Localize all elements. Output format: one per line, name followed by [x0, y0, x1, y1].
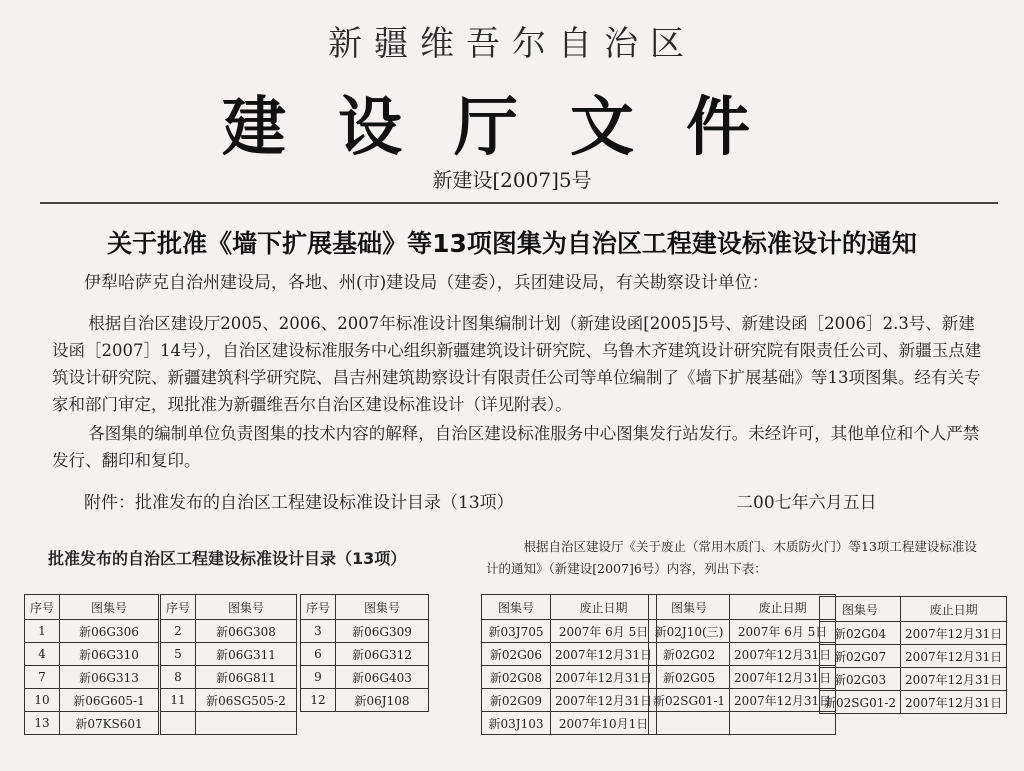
- row-code: 新02G03: [820, 668, 901, 691]
- table-row: [161, 689, 297, 712]
- row-no: 3: [301, 620, 336, 643]
- row-code: 新06G310: [60, 643, 159, 666]
- table-row: [649, 620, 836, 643]
- header-divider: [40, 202, 998, 204]
- row-date: 2007年12月31日: [730, 666, 836, 689]
- notice-attachment: 附件：批准发布的自治区工程建设标准设计目录（13项）: [84, 493, 514, 513]
- table-row: [301, 689, 429, 712]
- row-date: 2007年12月31日: [730, 643, 836, 666]
- row-code: 新02SG01-1: [649, 689, 730, 712]
- table-header-row: [25, 595, 159, 620]
- row-code: 新06G312: [336, 643, 429, 666]
- row-date: 2007年12月31日: [901, 645, 1007, 668]
- row-code: 新03J705: [482, 620, 551, 643]
- row-code: 新02G08: [482, 666, 551, 689]
- row-code: 新02J10(三): [649, 620, 730, 643]
- header-no: 序号: [301, 595, 336, 620]
- document-title: 建设厅文件: [222, 90, 802, 165]
- header-code: 图集号: [649, 595, 730, 620]
- table-header-row: [482, 595, 657, 620]
- table-row: [25, 643, 159, 666]
- row-code: 新06J108: [336, 689, 429, 712]
- header-code: 图集号: [336, 595, 429, 620]
- row-code: 新06SG505-2: [196, 689, 297, 712]
- row-no: 10: [25, 689, 60, 712]
- table-row: [820, 645, 1007, 668]
- row-date: 2007年12月31日: [901, 622, 1007, 645]
- row-code: 新02G06: [482, 643, 551, 666]
- row-date: 2007年 6月 5日: [730, 620, 836, 643]
- issuing-region: 新疆维吾尔自治区: [328, 24, 696, 64]
- table-row: [25, 666, 159, 689]
- header-code: 图集号: [196, 595, 297, 620]
- row-code: 新06G309: [336, 620, 429, 643]
- row-date: 2007年12月31日: [551, 666, 657, 689]
- table-row: [649, 689, 836, 712]
- table-row: [161, 620, 297, 643]
- row-code: 新06G403: [336, 666, 429, 689]
- table-row: [25, 712, 159, 735]
- row-code: 新02G05: [649, 666, 730, 689]
- row-code: 新06G308: [196, 620, 297, 643]
- notice-paragraph-2: 各图集的编制单位负责图集的技术内容的解释，自治区建设标准服务中心图集发行站发行。未经许可，其他单位和个人严禁发行、翻印和复印。: [52, 424, 980, 470]
- row-code: 新06G311: [196, 643, 297, 666]
- approved-list-title: 批准发布的自治区工程建设标准设计目录（13项）: [48, 549, 407, 568]
- row-no: 4: [25, 643, 60, 666]
- table-row: [25, 689, 159, 712]
- table-row: [820, 622, 1007, 645]
- notice-addressee: 伊犁哈萨克自治州建设局，各地、州(市)建设局（建委），兵团建设局，有关勘察设计单位：: [84, 273, 769, 293]
- row-date: 2007年12月31日: [901, 668, 1007, 691]
- abolished-table-2: [648, 594, 836, 735]
- header-no: 序号: [25, 595, 60, 620]
- table-row: [25, 620, 159, 643]
- row-no: 11: [161, 689, 196, 712]
- table-header-row: [161, 595, 297, 620]
- table-row: [649, 643, 836, 666]
- row-code: 新03J103: [482, 712, 551, 735]
- approved-table-1: [24, 594, 159, 735]
- approved-table-3: [300, 594, 429, 712]
- row-no: 9: [301, 666, 336, 689]
- row-code: 新06G313: [60, 666, 159, 689]
- row-no: 13: [25, 712, 60, 735]
- row-code: 新06G306: [60, 620, 159, 643]
- table-row: [161, 712, 297, 735]
- row-code: 新02SG01-2: [820, 691, 901, 714]
- table-row: [649, 712, 836, 735]
- header-date: 废止日期: [901, 597, 1007, 622]
- row-date: 2007年12月31日: [730, 689, 836, 712]
- row-date: 2007年10月1日: [551, 712, 657, 735]
- abolished-list-note: 根据自治区建设厅《关于废止（常用木质门、木质防火门）等13项工程建设标准设计的通知》（新建设[2007]6号）内容，列出下表：: [486, 539, 977, 576]
- table-row: [482, 712, 657, 735]
- table-row: [482, 643, 657, 666]
- table-row: [161, 666, 297, 689]
- table-row: [161, 643, 297, 666]
- table-header-row: [649, 595, 836, 620]
- header-code: 图集号: [820, 597, 901, 622]
- table-row: [482, 620, 657, 643]
- row-date: 2007年12月31日: [551, 689, 657, 712]
- row-code: 新06G605-1: [60, 689, 159, 712]
- approved-table-2: [160, 594, 297, 735]
- abolished-table-3: [819, 596, 1007, 714]
- header-code: 图集号: [60, 595, 159, 620]
- row-no: 8: [161, 666, 196, 689]
- notice-date: 二00七年六月五日: [736, 493, 877, 513]
- header-no: 序号: [161, 595, 196, 620]
- notice-paragraph-1: 根据自治区建设厅2005、2006、2007年标准设计图集编制计划（新建设函[2005]5号、新建设函［2006］2.3号、新建设函［2007］14号），自治区建设标准服务中心组织新疆建筑设计研究院、乌鲁木齐建筑设计研究院有限责任公司、新疆玉点建筑设计研究院、新疆建筑科学研究院、昌吉州建筑勘察设计有限责任公司等单位编制了《墙下扩展基础》等13项图集。经有关专家和部门审定，现批准为新疆维吾尔自治区建设标准设计（详见附表）。: [52, 314, 982, 414]
- row-code: 新02G04: [820, 622, 901, 645]
- row-code: 新02G09: [482, 689, 551, 712]
- row-no: 2: [161, 620, 196, 643]
- table-row: [482, 689, 657, 712]
- notice-title: 关于批准《墙下扩展基础》等13项图集为自治区工程建设标准设计的通知: [107, 229, 917, 258]
- row-no: 7: [25, 666, 60, 689]
- table-row: [301, 643, 429, 666]
- header-date: 废止日期: [730, 595, 836, 620]
- row-code: 新06G811: [196, 666, 297, 689]
- abolished-table-1: [481, 594, 657, 735]
- table-row: [649, 666, 836, 689]
- document-number: 新建设[2007]5号: [432, 168, 592, 192]
- row-date: 2007年12月31日: [901, 691, 1007, 714]
- table-row: [820, 691, 1007, 714]
- row-date: 2007年12月31日: [551, 643, 657, 666]
- table-row: [820, 668, 1007, 691]
- row-code: 新02G07: [820, 645, 901, 668]
- row-code: 新02G02: [649, 643, 730, 666]
- header-date: 废止日期: [551, 595, 657, 620]
- row-no: 5: [161, 643, 196, 666]
- row-date: 2007年 6月 5日: [551, 620, 657, 643]
- row-no: 6: [301, 643, 336, 666]
- header-code: 图集号: [482, 595, 551, 620]
- table-row: [301, 620, 429, 643]
- table-row: [301, 666, 429, 689]
- table-header-row: [820, 597, 1007, 622]
- row-no: 1: [25, 620, 60, 643]
- table-row: [482, 666, 657, 689]
- row-code: 新07KS601: [60, 712, 159, 735]
- row-no: 12: [301, 689, 336, 712]
- table-header-row: [301, 595, 429, 620]
